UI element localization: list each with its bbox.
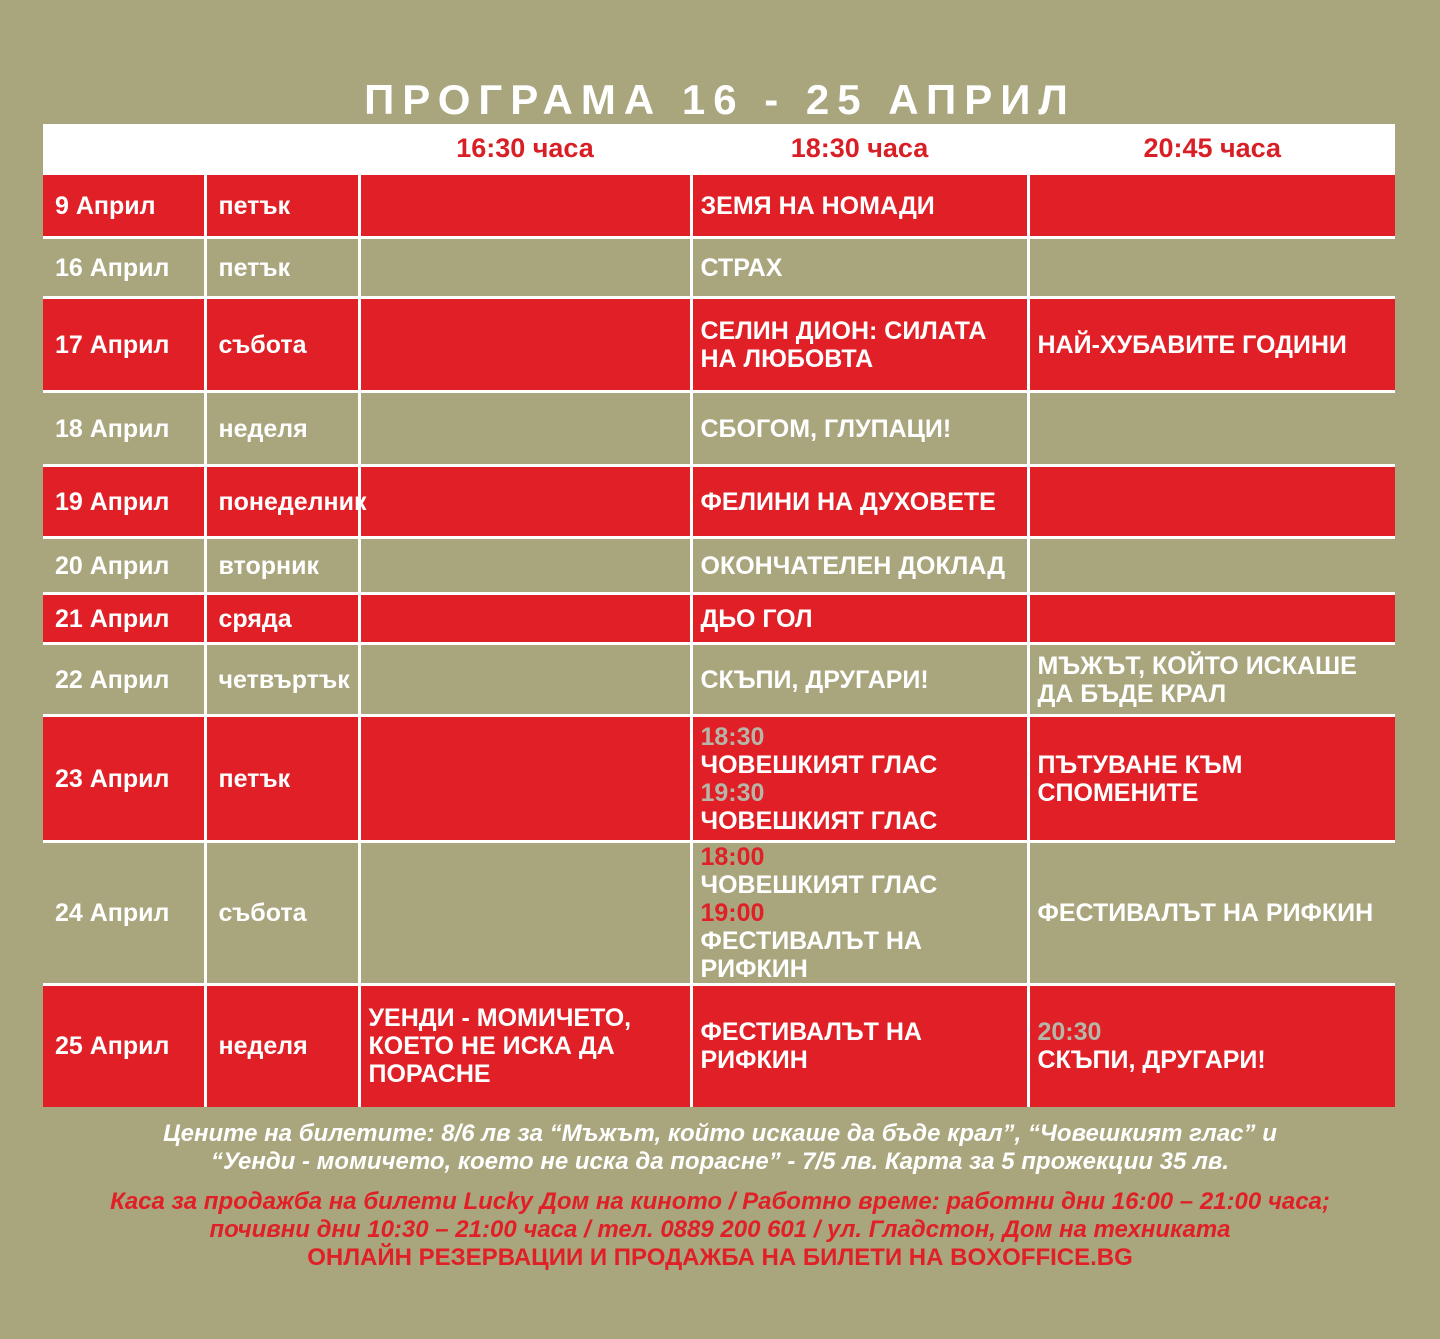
table-row <box>43 842 1395 985</box>
slot-1630 <box>359 594 691 644</box>
slot-1630 <box>359 538 691 594</box>
slot-2045 <box>1028 174 1395 238</box>
day-cell: петък <box>205 716 359 842</box>
showtime: 20:30 <box>1037 1018 1102 1047</box>
slot-1630 <box>359 392 691 466</box>
slot-2045 <box>1028 538 1395 594</box>
slot-1830: ДЬО ГОЛ <box>691 594 1028 644</box>
slot-2045 <box>1028 594 1395 644</box>
table-row <box>43 298 1395 392</box>
date-cell: 21 Април <box>43 594 205 644</box>
slot-2045 <box>1028 392 1395 466</box>
slot-1830: ФЕСТИВАЛЪТ НА РИФКИН <box>691 985 1028 1107</box>
slot-1830: СТРАХ <box>691 238 1028 298</box>
box-office-line: почивни дни 10:30 – 21:00 часа / тел. 0889 200 601 / ул. Гладстон, Дом на техниката <box>209 1216 1231 1243</box>
table-row <box>43 716 1395 842</box>
showtime: 19:30 <box>700 778 765 807</box>
day-cell: събота <box>205 298 359 392</box>
slot-1630: УЕНДИ - МОМИЧЕТО, КОЕТО НЕ ИСКА ДА ПОРАСНЕ <box>359 985 691 1107</box>
slot-1830: ЗЕМЯ НА НОМАДИ <box>691 174 1028 238</box>
date-cell: 16 Април <box>43 238 205 298</box>
date-cell: 9 Април <box>43 174 205 238</box>
showtime: 18:30 <box>700 722 765 751</box>
showtime: 18:00 <box>700 843 765 871</box>
slot-2045 <box>1028 238 1395 298</box>
date-cell: 19 Април <box>43 466 205 538</box>
slot-2045 <box>1028 985 1395 1107</box>
box-office-line: Каса за продажба на билети Lucky Дом на киното / Работно време: работни дни 16:00 – 21:00 часа; <box>110 1188 1330 1215</box>
date-cell: 23 Април <box>43 716 205 842</box>
header-1830: 18:30 часа <box>691 124 1028 174</box>
box-office-info <box>0 1188 1440 1272</box>
movie-title: ФЕСТИВАЛЪТ НА РИФКИН <box>700 927 922 983</box>
slot-2045 <box>1028 466 1395 538</box>
slot-1630 <box>359 842 691 985</box>
slot-2045: МЪЖЪТ, КОЙТО ИСКАШЕ ДА БЪДЕ КРАЛ <box>1028 644 1395 716</box>
day-cell: неделя <box>205 985 359 1107</box>
header-day <box>205 124 359 174</box>
table-row <box>43 538 1395 594</box>
movie-title: ЧОВЕШКИЯТ ГЛАС <box>700 871 938 899</box>
online-booking-line: ОНЛАЙН РЕЗЕРВАЦИИ И ПРОДАЖБА НА БИЛЕТИ НА BOXOFFICE.BG <box>307 1244 1133 1271</box>
table-row <box>43 392 1395 466</box>
movie-title: СКЪПИ, ДРУГАРИ! <box>1037 1046 1266 1075</box>
day-cell: събота <box>205 842 359 985</box>
slot-1830: ФЕЛИНИ НА ДУХОВЕТЕ <box>691 466 1028 538</box>
slot-1830: СБОГОМ, ГЛУПАЦИ! <box>691 392 1028 466</box>
table-row <box>43 238 1395 298</box>
prices-line: Цените на билетите: 8/6 лв за “Мъжът, който искаше да бъде крал”, “Човешкият глас” и <box>163 1120 1277 1147</box>
movie-title: ЧОВЕШКИЯТ ГЛАС <box>700 750 938 779</box>
movie-title: ЧОВЕШКИЯТ ГЛАС <box>700 806 938 835</box>
slot-2045: ПЪТУВАНЕ КЪМ СПОМЕНИТЕ <box>1028 716 1395 842</box>
slot-2045: НАЙ-ХУБАВИТЕ ГОДИНИ <box>1028 298 1395 392</box>
slot-1830: СКЪПИ, ДРУГАРИ! <box>691 644 1028 716</box>
day-cell: понеделник <box>205 466 359 538</box>
table-row <box>43 985 1395 1107</box>
slot-1830: СЕЛИН ДИОН: СИЛАТА НА ЛЮБОВТА <box>691 298 1028 392</box>
slot-1630 <box>359 644 691 716</box>
prices-line: “Уенди - момичето, което не иска да порасне” - 7/5 лв. Карта за 5 прожекции 35 лв. <box>210 1148 1230 1175</box>
day-cell: вторник <box>205 538 359 594</box>
page-title: ПРОГРАМА 16 - 25 АПРИЛ <box>364 76 1076 123</box>
day-cell: петък <box>205 238 359 298</box>
date-cell: 22 Април <box>43 644 205 716</box>
day-cell: петък <box>205 174 359 238</box>
table-row <box>43 466 1395 538</box>
header-1630: 16:30 часа <box>359 124 691 174</box>
date-cell: 25 Април <box>43 985 205 1107</box>
slot-1630 <box>359 238 691 298</box>
slot-1830: ОКОНЧАТЕЛЕН ДОКЛАД <box>691 538 1028 594</box>
slot-1630 <box>359 174 691 238</box>
day-cell: неделя <box>205 392 359 466</box>
day-cell: четвъртък <box>205 644 359 716</box>
slot-1830 <box>691 842 1028 985</box>
table-row <box>43 644 1395 716</box>
date-cell: 20 Април <box>43 538 205 594</box>
header-2045: 20:45 часа <box>1028 124 1395 174</box>
slot-1630 <box>359 466 691 538</box>
slot-1630 <box>359 716 691 842</box>
table-row <box>43 174 1395 238</box>
showtime: 19:00 <box>700 899 765 927</box>
date-cell: 17 Април <box>43 298 205 392</box>
slot-1630 <box>359 298 691 392</box>
schedule-table <box>43 124 1395 1107</box>
prices-note <box>0 1120 1440 1176</box>
header-row <box>43 124 1395 174</box>
header-date <box>43 124 205 174</box>
date-cell: 18 Април <box>43 392 205 466</box>
day-cell: сряда <box>205 594 359 644</box>
date-cell: 24 Април <box>43 842 205 985</box>
table-row <box>43 594 1395 644</box>
slot-1830 <box>691 716 1028 842</box>
slot-2045: ФЕСТИВАЛЪТ НА РИФКИН <box>1028 842 1395 985</box>
